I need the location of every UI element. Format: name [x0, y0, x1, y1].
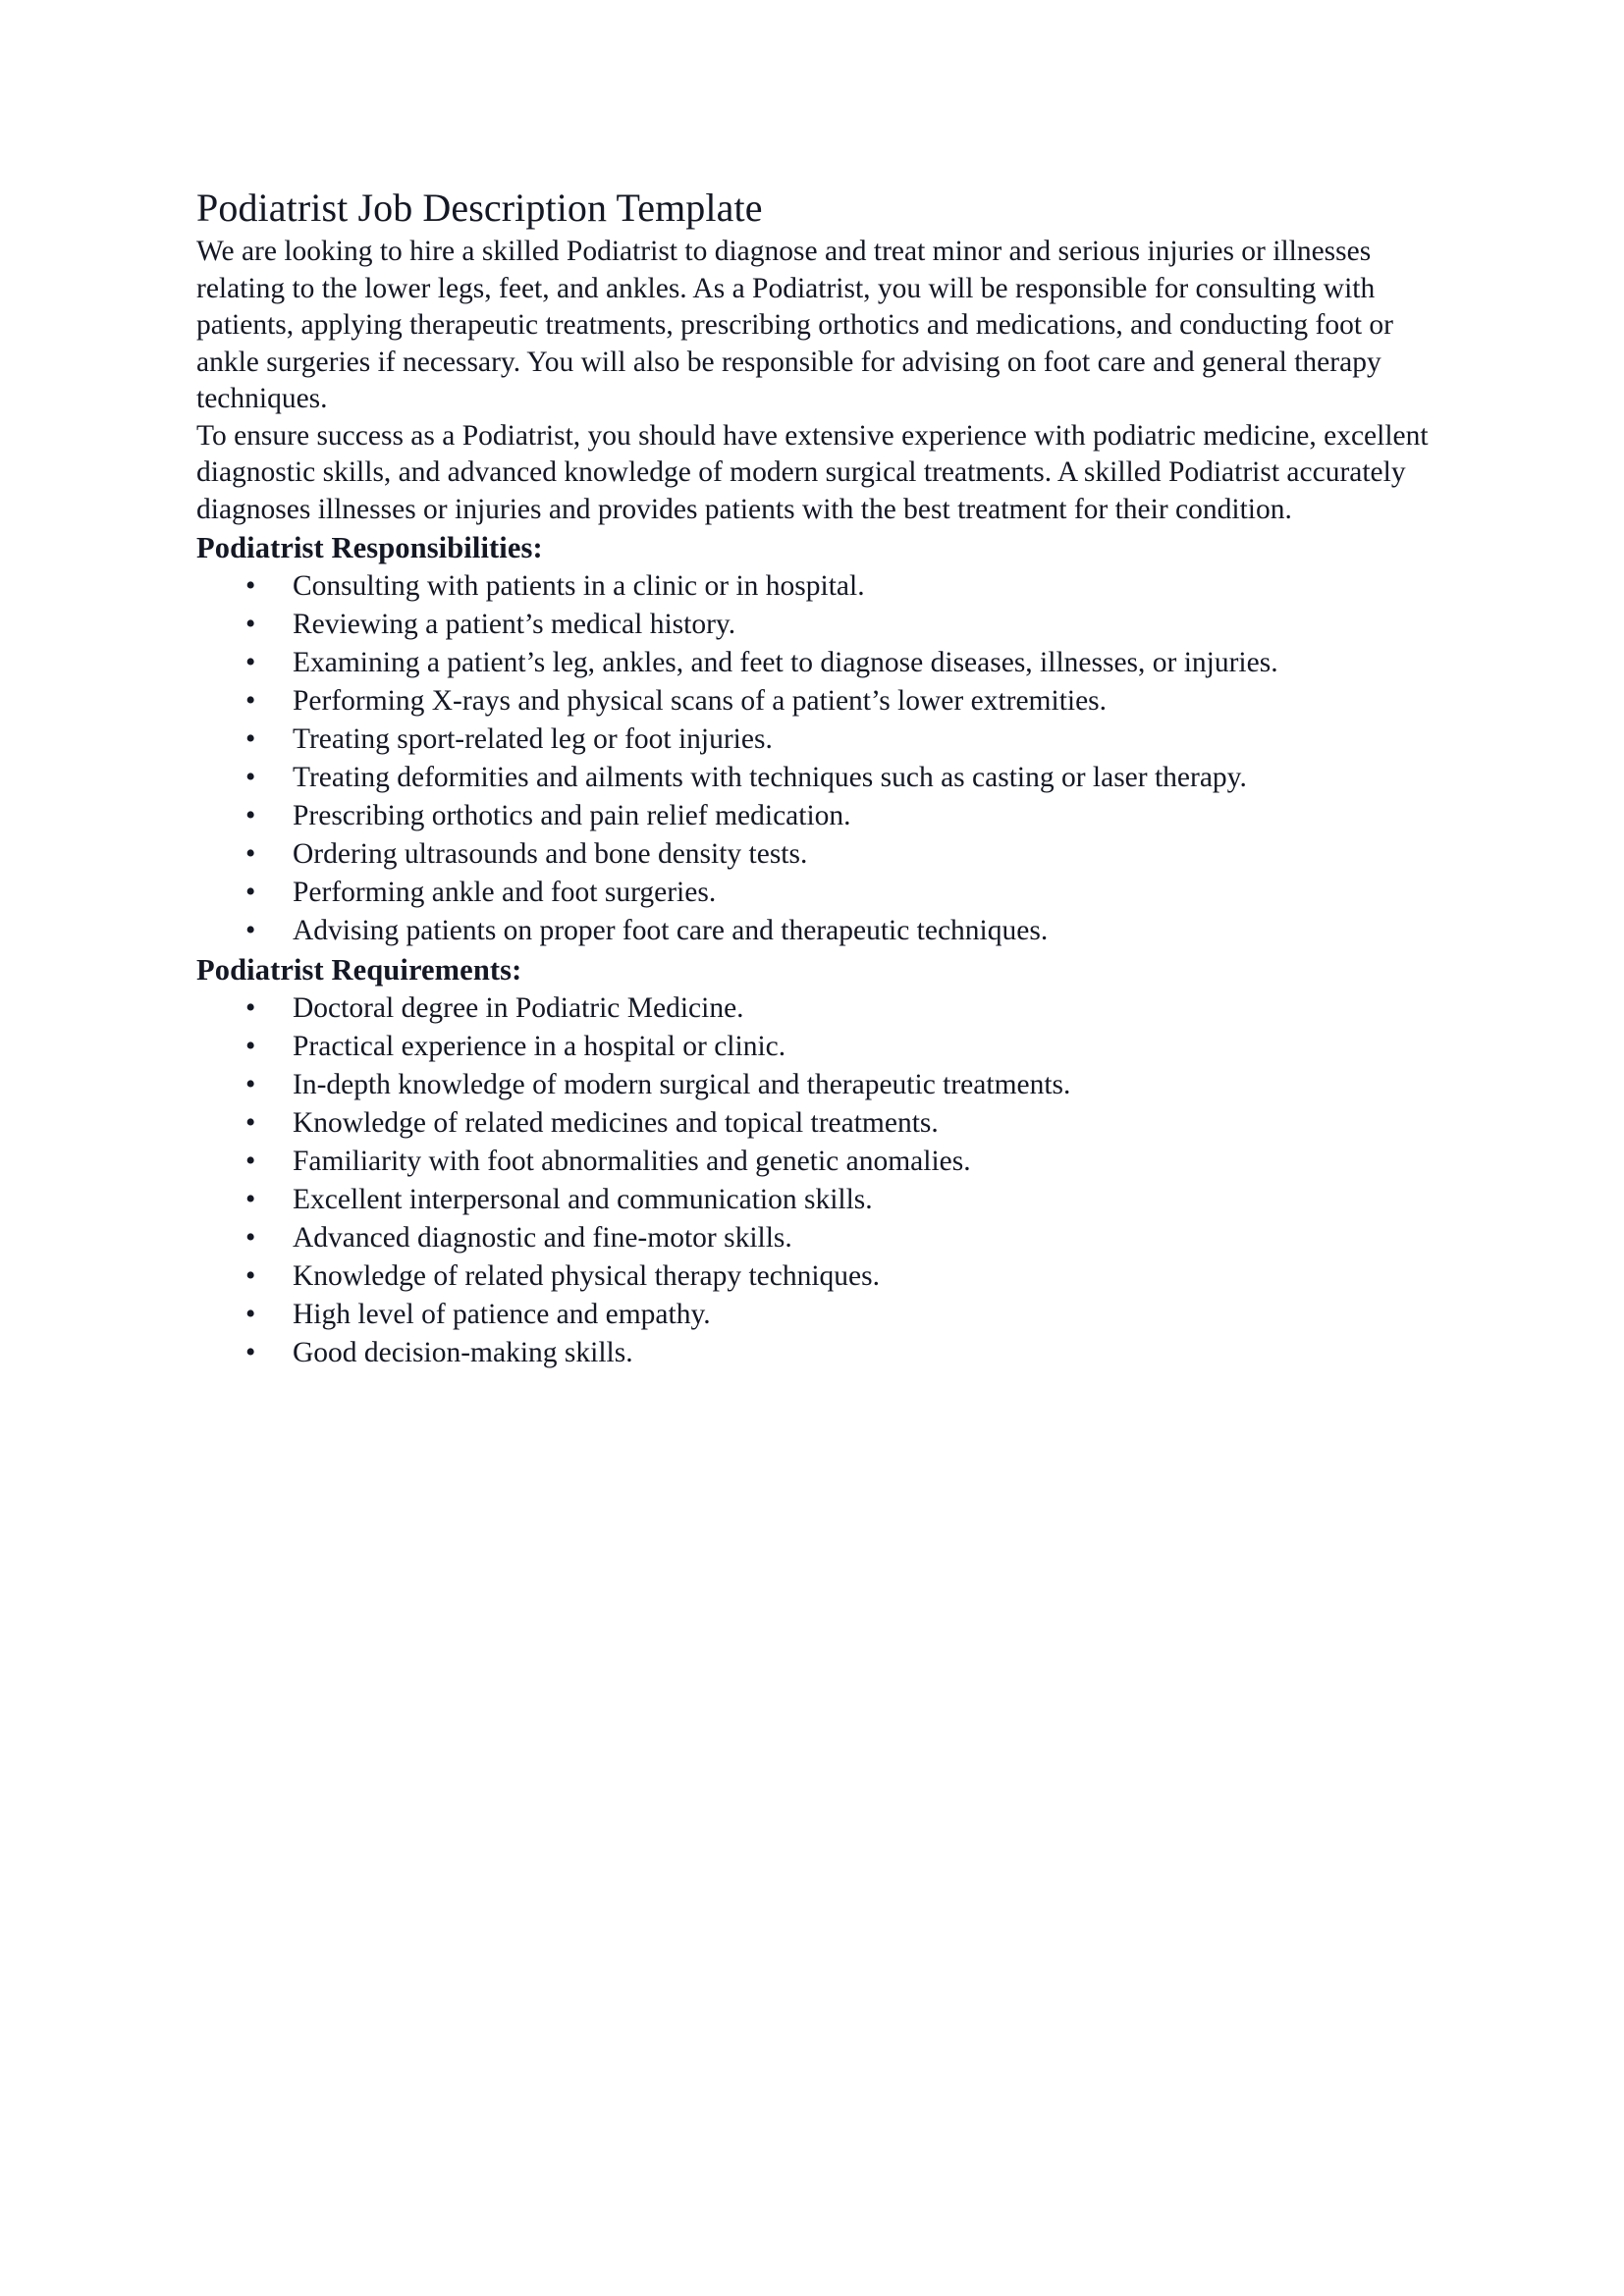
- list-item: [196, 1066, 1432, 1104]
- bullet-icon: •: [245, 1069, 256, 1100]
- list-item-label: Performing ankle and foot surgeries.: [293, 877, 717, 908]
- list-item: [196, 1334, 1432, 1372]
- list-item: [196, 1143, 1432, 1181]
- intro-paragraph-2: To ensure success as a Podiatrist, you should have extensive experience with podiatric medicine, excellent diagnostic skills, and advanced knowledge of modern surgical treatments. A skilled Podiatrist accurately diagnoses illnesses or injuries and provides patients with the best treatment for their condition.: [196, 419, 1429, 525]
- list-item: [196, 989, 1432, 1028]
- list-item-label: Doctoral degree in Podiatric Medicine.: [293, 992, 744, 1024]
- bullet-icon: •: [245, 1146, 256, 1177]
- list-item-label: Reviewing a patient’s medical history.: [293, 609, 736, 640]
- section-heading-responsibilities: Podiatrist Responsibilities:: [196, 531, 543, 564]
- list-item-label: Treating deformities and ailments with techniques such as casting or laser therapy.: [293, 762, 1247, 793]
- list-item-label: Good decision-making skills.: [293, 1337, 633, 1368]
- list-item-label: Knowledge of related physical therapy techniques.: [293, 1260, 880, 1292]
- list-item: [196, 606, 1432, 644]
- list-item-label: Advanced diagnostic and fine-motor skills.: [293, 1222, 792, 1254]
- list-item-label: High level of patience and empathy.: [293, 1299, 711, 1330]
- list-item-label: Examining a patient’s leg, ankles, and feet to diagnose diseases, illnesses, or injuries.: [293, 647, 1278, 678]
- list-item-label: Practical experience in a hospital or clinic.: [293, 1031, 786, 1062]
- list-item: [196, 835, 1432, 874]
- bullet-icon: •: [245, 723, 256, 755]
- bullet-icon: •: [245, 685, 256, 717]
- list-item: [196, 682, 1432, 721]
- bullet-icon: •: [245, 992, 256, 1024]
- list-item: [196, 912, 1432, 950]
- bullet-icon: •: [245, 1299, 256, 1330]
- document-body: [196, 185, 1432, 1372]
- intro-paragraph-1: We are looking to hire a skilled Podiatrist to diagnose and treat minor and serious injuries or illnesses relating to the lower legs, feet, and ankles. As a Podiatrist, you will be responsible for consulting with patients, applying therapeutic treatments, prescribing orthotics and medications, and conducting foot or ankle surgeries if necessary. You will also be responsible for advising on foot care and general therapy techniques.: [196, 236, 1393, 414]
- list-item: [196, 1219, 1432, 1257]
- list-item: [196, 1296, 1432, 1334]
- responsibilities-list: [196, 567, 1432, 950]
- list-item: [196, 874, 1432, 912]
- list-item-label: Ordering ultrasounds and bone density tests.: [293, 838, 808, 870]
- bullet-icon: •: [245, 800, 256, 831]
- bullet-icon: •: [245, 1184, 256, 1215]
- bullet-icon: •: [245, 1107, 256, 1139]
- bullet-icon: •: [245, 838, 256, 870]
- list-item: [196, 567, 1432, 606]
- list-item-label: Prescribing orthotics and pain relief medication.: [293, 800, 851, 831]
- list-item-label: Consulting with patients in a clinic or in hospital.: [293, 570, 865, 602]
- bullet-icon: •: [245, 1337, 256, 1368]
- bullet-icon: •: [245, 1031, 256, 1062]
- bullet-icon: •: [245, 647, 256, 678]
- page-title: Podiatrist Job Description Template: [196, 186, 763, 230]
- bullet-icon: •: [245, 609, 256, 640]
- bullet-icon: •: [245, 877, 256, 908]
- list-item: [196, 644, 1432, 682]
- list-item-label: Advising patients on proper foot care and therapeutic techniques.: [293, 915, 1049, 946]
- list-item-label: Familiarity with foot abnormalities and genetic anomalies.: [293, 1146, 971, 1177]
- list-item: [196, 1181, 1432, 1219]
- list-item: [196, 759, 1432, 797]
- section-heading-requirements: Podiatrist Requirements:: [196, 953, 522, 987]
- list-item-label: Performing X-rays and physical scans of a patient’s lower extremities.: [293, 685, 1108, 717]
- bullet-icon: •: [245, 570, 256, 602]
- list-item: [196, 1028, 1432, 1066]
- list-item: [196, 1257, 1432, 1296]
- bullet-icon: •: [245, 762, 256, 793]
- list-item-label: Treating sport-related leg or foot injuries.: [293, 723, 773, 755]
- list-item-label: In-depth knowledge of modern surgical and therapeutic treatments.: [293, 1069, 1071, 1100]
- bullet-icon: •: [245, 1260, 256, 1292]
- list-item: [196, 1104, 1432, 1143]
- list-item: [196, 797, 1432, 835]
- list-item-label: Knowledge of related medicines and topical treatments.: [293, 1107, 939, 1139]
- list-item: [196, 721, 1432, 759]
- bullet-icon: •: [245, 915, 256, 946]
- requirements-list: [196, 989, 1432, 1372]
- list-item-label: Excellent interpersonal and communication skills.: [293, 1184, 873, 1215]
- bullet-icon: •: [245, 1222, 256, 1254]
